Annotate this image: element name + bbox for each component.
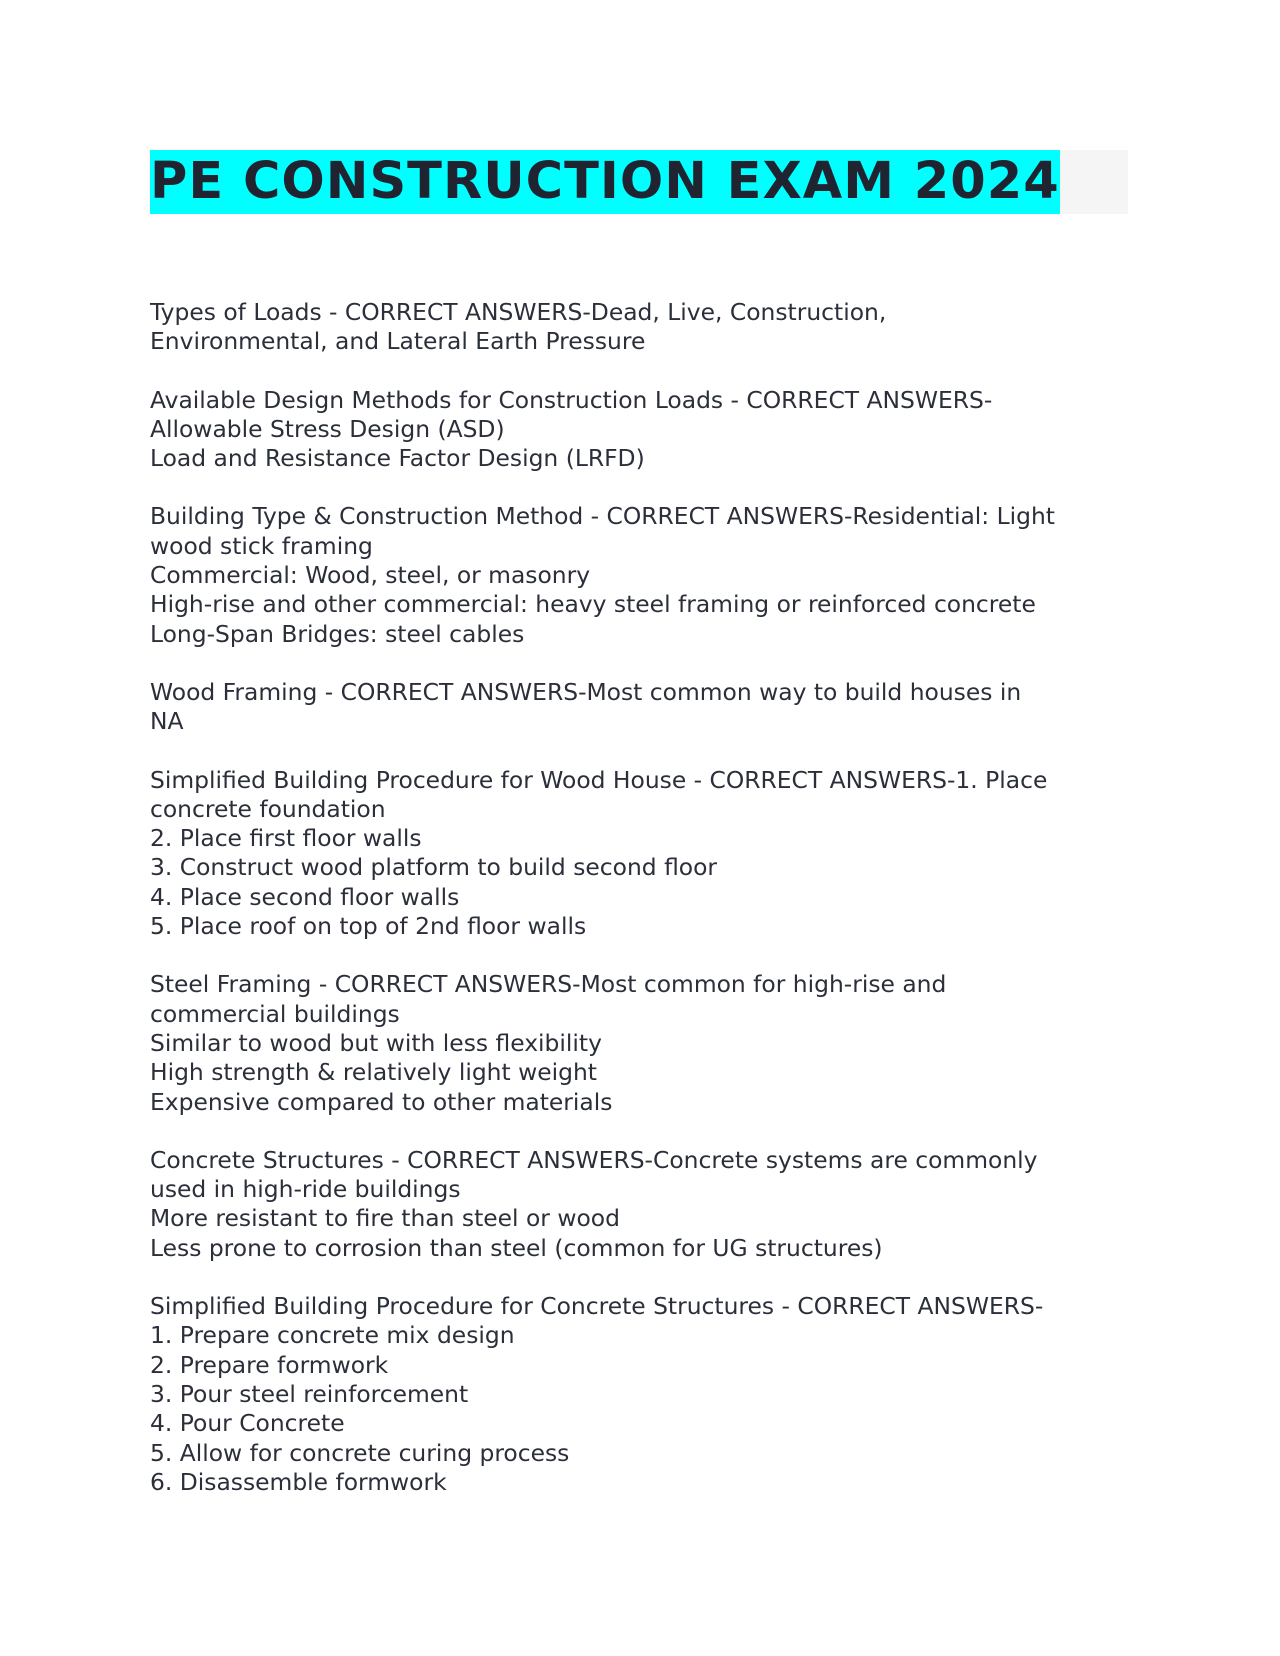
qa-entry-line: 3. Construct wood platform to build second floor: [150, 853, 718, 882]
qa-entry: [150, 678, 1130, 737]
qa-entry: [150, 502, 1130, 648]
qa-entry-line: used in high-ride buildings: [150, 1175, 461, 1204]
qa-entry-line: 5. Place roof on top of 2nd floor walls: [150, 912, 587, 941]
qa-entry-heading-line: Concrete Structures - CORRECT ANSWERS-Concrete systems are commonly: [150, 1145, 1038, 1174]
qa-entry-heading-line: Steel Framing - CORRECT ANSWERS-Most common for high-rise and: [150, 970, 947, 999]
qa-entry-line: NA: [150, 707, 184, 736]
document-body: [150, 298, 1130, 1526]
qa-entry-line: wood stick framing: [150, 531, 373, 560]
document-title: PE CONSTRUCTION EXAM 2024: [150, 150, 1060, 214]
qa-entry: [150, 970, 1130, 1116]
qa-entry-line: 2. Prepare formwork: [150, 1350, 389, 1379]
qa-entry-heading-line: Types of Loads - CORRECT ANSWERS-Dead, Live, Construction,: [150, 298, 887, 326]
qa-entry-line: Less prone to corrosion than steel (common for UG structures): [150, 1233, 883, 1262]
qa-entry-line: concrete foundation: [150, 794, 386, 823]
qa-entry-line: Similar to wood but with less flexibility: [150, 1028, 602, 1057]
qa-entry-heading-line: Available Design Methods for Construction Loads - CORRECT ANSWERS-: [150, 385, 993, 414]
qa-entry-heading-line: Simplified Building Procedure for Concrete Structures - CORRECT ANSWERS-: [150, 1292, 1044, 1321]
qa-entry-line: High-rise and other commercial: heavy steel framing or reinforced concrete: [150, 590, 1036, 619]
qa-entry: [150, 298, 1130, 357]
qa-entry-line: 4. Place second floor walls: [150, 882, 460, 911]
title-banner: [150, 150, 1128, 214]
qa-entry-line: Load and Resistance Factor Design (LRFD): [150, 444, 645, 473]
qa-entry-line: Allowable Stress Design (ASD): [150, 414, 505, 443]
qa-entry-line: Commercial: Wood, steel, or masonry: [150, 561, 591, 590]
qa-entry: [150, 1146, 1130, 1263]
qa-entry-heading-line: Building Type & Construction Method - CORRECT ANSWERS-Residential: Light: [150, 502, 1055, 531]
qa-entry-line: More resistant to fire than steel or wood: [150, 1204, 620, 1233]
qa-entry: [150, 766, 1130, 942]
qa-entry-line: 4. Pour Concrete: [150, 1409, 345, 1438]
qa-entry-line: Long-Span Bridges: steel cables: [150, 619, 525, 648]
qa-entry: [150, 1292, 1130, 1497]
qa-entry-line: commercial buildings: [150, 999, 400, 1028]
qa-entry-line: Expensive compared to other materials: [150, 1087, 613, 1116]
qa-entry-line: 2. Place first floor walls: [150, 824, 422, 853]
qa-entry-line: 3. Pour steel reinforcement: [150, 1379, 469, 1408]
qa-entry-line: Environmental, and Lateral Earth Pressure: [150, 327, 646, 356]
qa-entry: [150, 386, 1130, 474]
qa-entry-heading-line: Wood Framing - CORRECT ANSWERS-Most common way to build houses in: [150, 677, 1022, 706]
qa-entry-line: High strength & relatively light weight: [150, 1058, 597, 1087]
qa-entry-line: 1. Prepare concrete mix design: [150, 1321, 515, 1350]
qa-entry-line: 5. Allow for concrete curing process: [150, 1438, 570, 1467]
qa-entry-heading-line: Simplified Building Procedure for Wood House - CORRECT ANSWERS-1. Place: [150, 765, 1048, 794]
qa-entry-line: 6. Disassemble formwork: [150, 1467, 447, 1496]
